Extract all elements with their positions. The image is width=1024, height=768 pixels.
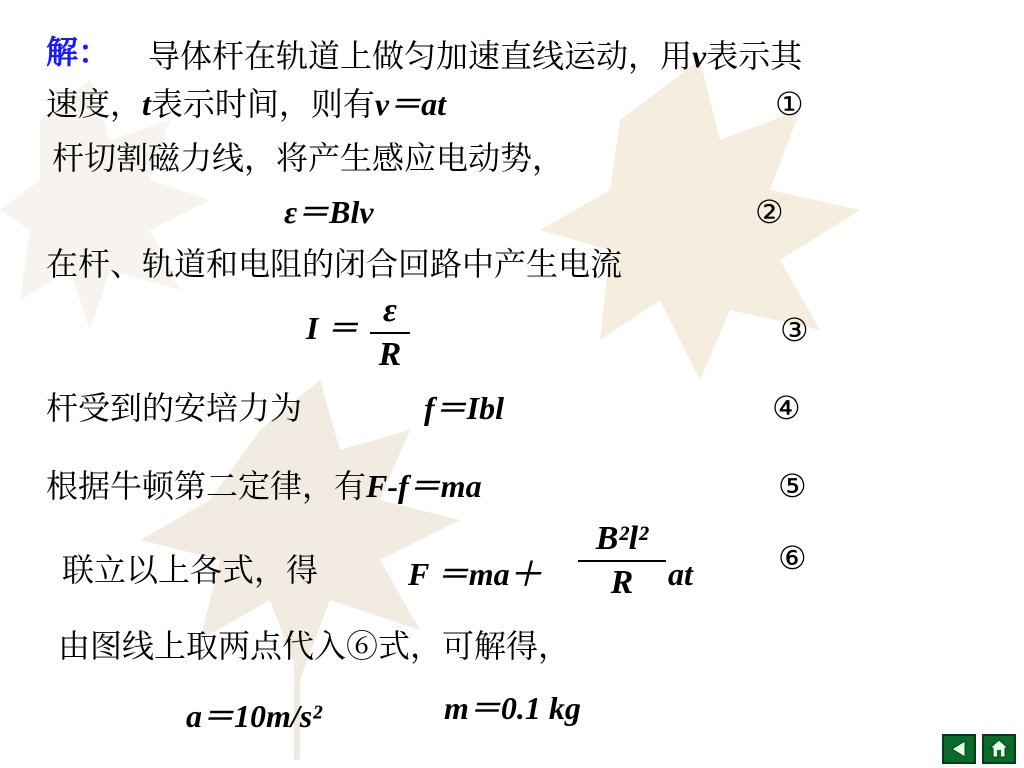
equation-6-fraction [578,520,666,602]
equation-3-fraction [370,292,410,374]
marker-1: ① [775,85,804,123]
marker-3: ③ [780,311,809,349]
solution-line-1-text: 导体杆在轨道上做匀加速直线运动，用v表示其 [148,37,803,75]
equation-3-denominator: R [378,336,402,373]
equation-4: f＝Ibl [424,390,505,426]
equation-6-rhs: at [668,556,693,592]
equation-5: F-f＝ma [366,468,482,504]
marker-2: ② [755,193,784,231]
fraction-bar [370,332,410,334]
equation-3-numerator: ε [383,292,397,329]
solution-line-9: 联立以上各式，得 [62,551,319,589]
equation-1: v＝at [374,86,447,122]
equation-6-numerator: B²l² [595,520,649,557]
back-button[interactable] [942,734,976,764]
equation-6-lhs: F ＝ma＋ [408,556,542,592]
fraction-bar [578,560,666,562]
solution-line-1 [46,34,110,70]
solution-line-10: 由图线上取两点代入⑥式，可解得， [58,627,571,665]
result-acceleration: a＝10m/s² [186,698,322,734]
home-icon [988,738,1010,760]
solution-line-2: 速度，t表示时间，则有v＝at [46,85,447,123]
equation-3-lhs: I ＝ [306,310,359,346]
result-mass: m＝0.1 kg [444,690,581,726]
solution-line-3: 杆切割磁力线，将产生感应电动势， [52,139,565,177]
marker-5: ⑤ [778,467,807,505]
solution-line-5: 在杆、轨道和电阻的闭合回路中产生电流 [46,245,623,283]
home-button[interactable] [982,734,1016,764]
solution-label: 解： [46,33,111,71]
equation-2: ε＝Blv [284,194,374,230]
solution-line-8: 根据牛顿第二定律，有F-f＝ma [46,467,482,505]
equation-6-denominator: R [610,564,634,601]
marker-4: ④ [772,389,801,427]
solution-line-7: 杆受到的安培力为 [46,389,303,427]
left-triangle-icon [949,739,969,759]
marker-6: ⑥ [778,539,807,577]
